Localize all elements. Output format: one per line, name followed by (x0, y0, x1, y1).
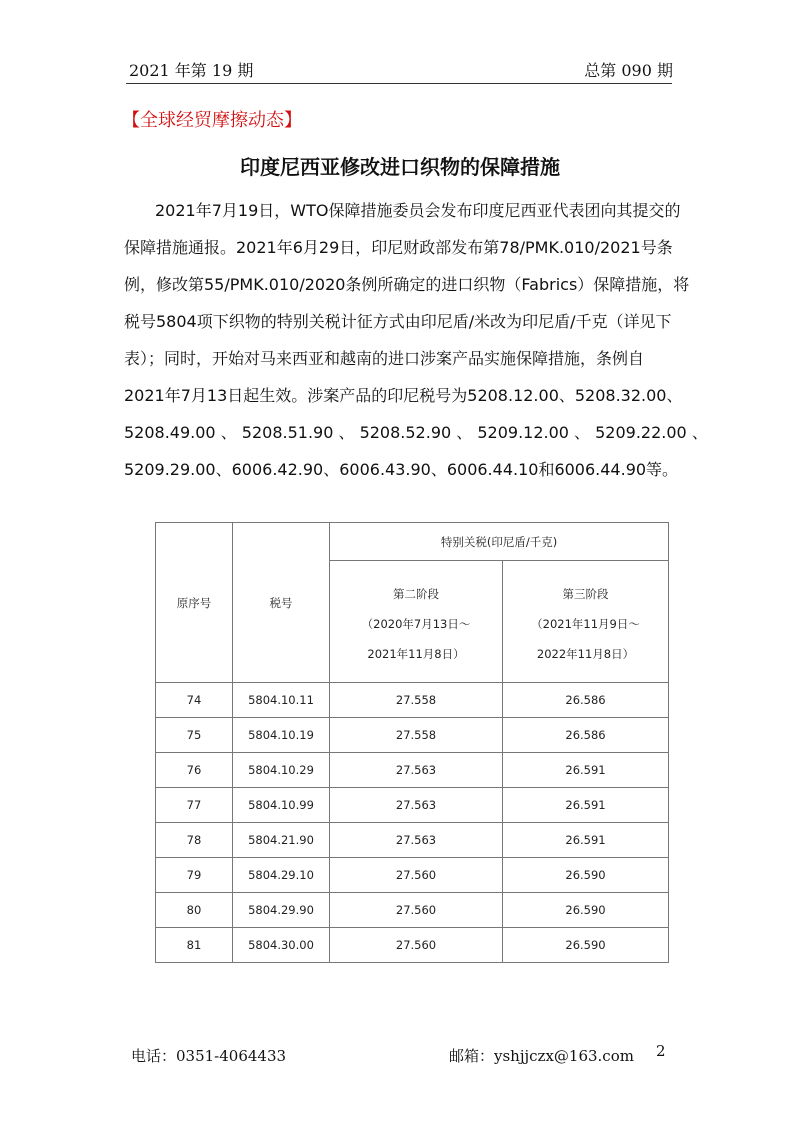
tariff-table (155, 522, 669, 963)
cell-stage2: 27.563 (330, 823, 503, 858)
cell-seq: 79 (156, 858, 233, 893)
stage2-label: 第二阶段 (393, 586, 439, 601)
header-code: 税号 (233, 523, 330, 683)
body-line: 例，修改第55/PMK.010/2020条例所确定的进口织物（Fabrics）保障措施，将 (124, 275, 690, 294)
stage3-period-start: （2021年11月9日～ (531, 616, 640, 631)
stage3-label: 第三阶段 (562, 586, 609, 601)
table-row (156, 718, 669, 753)
header-rule (126, 83, 672, 84)
cell-stage3: 26.586 (503, 718, 669, 753)
cell-stage3: 26.590 (503, 858, 669, 893)
body-line: 保障措施通报。2021年6月29日，印尼财政部发布第78/PMK.010/2021号条 (124, 238, 673, 257)
cell-seq: 75 (156, 718, 233, 753)
stage3-period-end: 2022年11月8日） (536, 646, 635, 661)
cell-stage3: 26.590 (503, 928, 669, 963)
table-row (156, 928, 669, 963)
cell-seq: 76 (156, 753, 233, 788)
cell-stage2: 27.558 (330, 683, 503, 718)
cell-stage2: 27.563 (330, 788, 503, 823)
cell-code: 5804.10.99 (233, 788, 330, 823)
cell-code: 5804.29.10 (233, 858, 330, 893)
cell-seq: 81 (156, 928, 233, 963)
cell-seq: 77 (156, 788, 233, 823)
footer-email: 邮箱：yshjjczx@163.com (449, 1047, 634, 1065)
cell-seq: 80 (156, 893, 233, 928)
cell-seq: 78 (156, 823, 233, 858)
stage2-period-end: 2021年11月8日） (367, 646, 465, 661)
header-issue: 2021 年第 19 期 (129, 61, 254, 80)
table-row (156, 823, 669, 858)
cell-code: 5804.29.90 (233, 893, 330, 928)
header-stage3 (503, 561, 669, 683)
table-row (156, 893, 669, 928)
body-line: 2021年7月19日，WTO保障措施委员会发布印度尼西亚代表团向其提交的 (155, 201, 681, 220)
section-tag: 【全球经贸摩擦动态】 (122, 110, 302, 131)
article-title: 印度尼西亚修改进口织物的保障措施 (240, 155, 560, 179)
header-stage2 (330, 561, 503, 683)
article-body (124, 192, 708, 488)
table-row (156, 683, 669, 718)
cell-code: 5804.10.11 (233, 683, 330, 718)
cell-stage3: 26.586 (503, 683, 669, 718)
cell-code: 5804.10.29 (233, 753, 330, 788)
body-line: 表）；同时，开始对马来西亚和越南的进口涉案产品实施保障措施，条例自 (124, 349, 645, 368)
table-row (156, 753, 669, 788)
cell-stage2: 27.563 (330, 753, 503, 788)
body-line: 5209.29.00、6006.42.90、6006.43.90、6006.44.10和6006.44.90等。 (124, 460, 679, 479)
footer-phone: 电话：0351-4064433 (131, 1047, 287, 1065)
header-special-duty: 特别关税(印尼盾/千克) (330, 523, 669, 561)
cell-stage2: 27.558 (330, 718, 503, 753)
body-line: 5208.49.00 、 5208.51.90 、 5208.52.90 、 5209.12.00 、 5209.22.00 、 (124, 423, 708, 442)
cell-code: 5804.10.19 (233, 718, 330, 753)
cell-stage3: 26.590 (503, 893, 669, 928)
stage2-period-start: （2020年7月13日～ (361, 616, 471, 631)
table-row (156, 788, 669, 823)
cell-stage2: 27.560 (330, 893, 503, 928)
cell-stage2: 27.560 (330, 858, 503, 893)
cell-stage3: 26.591 (503, 788, 669, 823)
table-row (156, 858, 669, 893)
page-number: 2 (656, 1042, 666, 1060)
cell-code: 5804.21.90 (233, 823, 330, 858)
cell-code: 5804.30.00 (233, 928, 330, 963)
cell-stage3: 26.591 (503, 753, 669, 788)
cell-stage3: 26.591 (503, 823, 669, 858)
body-line: 税号5804项下织物的特别关税计征方式由印尼盾/米改为印尼盾/千克（详见下 (124, 312, 672, 331)
cell-seq: 74 (156, 683, 233, 718)
body-line: 2021年7月13日起生效。涉案产品的印尼税号为5208.12.00、5208.32.00、 (124, 386, 683, 405)
header-seq: 原序号 (156, 523, 233, 683)
header-total-issue: 总第 090 期 (584, 61, 673, 80)
cell-stage2: 27.560 (330, 928, 503, 963)
